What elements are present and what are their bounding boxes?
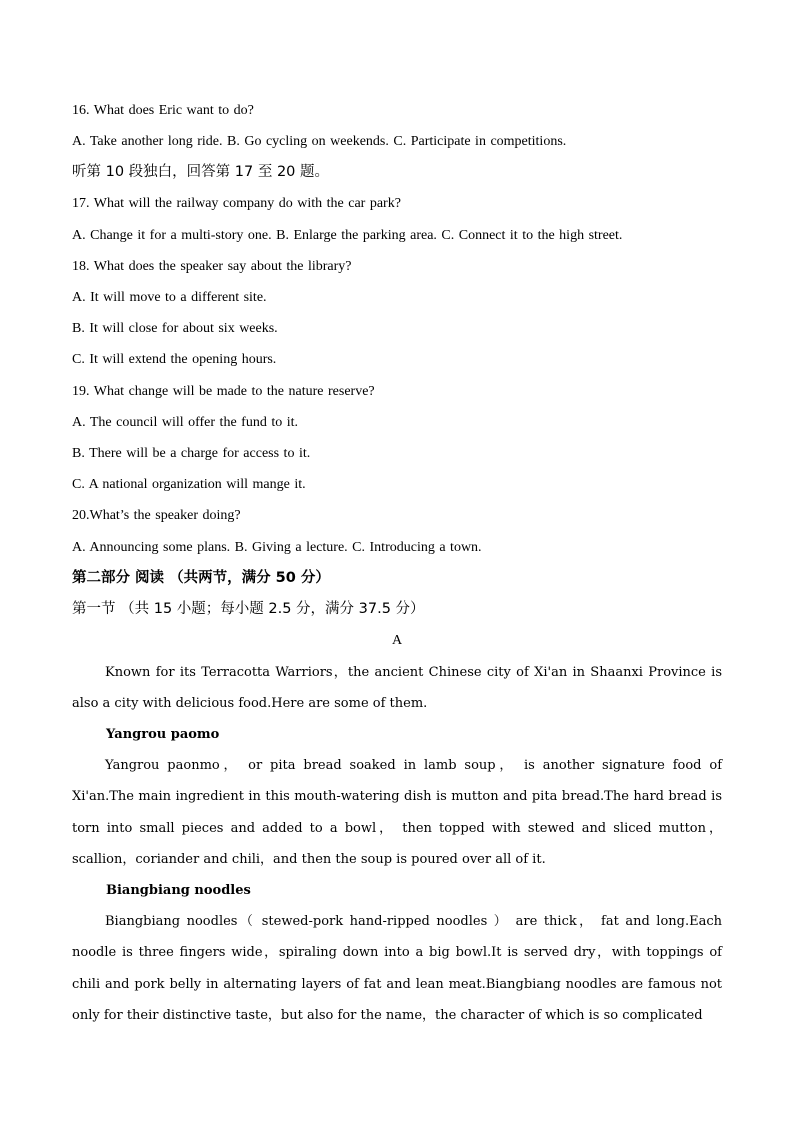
listening-instruction: 听第 10 段独白，回答第 17 至 20 题。	[72, 164, 330, 180]
section-title: 第一节 （共 15 小题；每小题 2.5 分，满分 37.5 分）	[72, 601, 425, 617]
passage-intro: Known for its Terracotta Warriors，the ancient Chinese city of Xi'an in Shaanxi Province is also a city with delicious food.Here are some of them.	[72, 665, 722, 712]
question-18-option-a: A. It will move to a different site.	[72, 290, 267, 305]
question-19-option-c: C. A national organization will mange it.	[72, 477, 306, 492]
paragraph-biangbiang-noodles: Biangbiang noodles（ stewed-pork hand-ripped noodles ） are thick， fat and long.Each noodle is three fingers wide，spiraling down into a big bowl.It is served dry，with toppings of chili and pork belly in alternating layers of fat and lean meat.Biangbiang noodles are famous not only for their distinctive taste，but also for the name，the character of which is so complicated	[72, 914, 722, 1023]
question-17-options: A. Change it for a multi-story one. B. Enlarge the parking area. C. Connect it to the high street.	[72, 228, 623, 243]
question-17: 17. What will the railway company do with the car park?	[72, 196, 401, 211]
question-18-option-c: C. It will extend the opening hours.	[72, 352, 277, 367]
question-16: 16. What does Eric want to do?	[72, 103, 254, 118]
subheading-biangbiang-noodles: Biangbiang noodles	[106, 883, 251, 898]
paragraph-yangrou-paomo: Yangrou paonmo， or pita bread soaked in lamb soup， is another signature food of Xi'an.The main ingredient in this mouth-watering dish is mutton and pita bread.The hard bread is torn into small pieces and added to a bowl， then topped with stewed and sliced mutton，scallion，coriander and chili，and then the soup is poured over all of it.	[72, 758, 722, 867]
part-title: 第二部分 阅读 （共两节，满分 50 分）	[72, 570, 330, 586]
question-20: 20.What’s the speaker doing?	[72, 508, 241, 523]
passage-letter: A	[391, 633, 403, 648]
question-16-options: A. Take another long ride. B. Go cycling on weekends. C. Participate in competitions.	[72, 134, 567, 149]
question-19: 19. What change will be made to the nature reserve?	[72, 384, 375, 399]
question-20-options: A. Announcing some plans. B. Giving a lecture. C. Introducing a town.	[72, 540, 482, 555]
subheading-yangrou-paomo: Yangrou paomo	[106, 727, 220, 742]
question-19-option-b: B. There will be a charge for access to it.	[72, 446, 311, 461]
question-19-option-a: A. The council will offer the fund to it.	[72, 415, 298, 430]
question-18: 18. What does the speaker say about the library?	[72, 259, 352, 274]
question-18-option-b: B. It will close for about six weeks.	[72, 321, 278, 336]
